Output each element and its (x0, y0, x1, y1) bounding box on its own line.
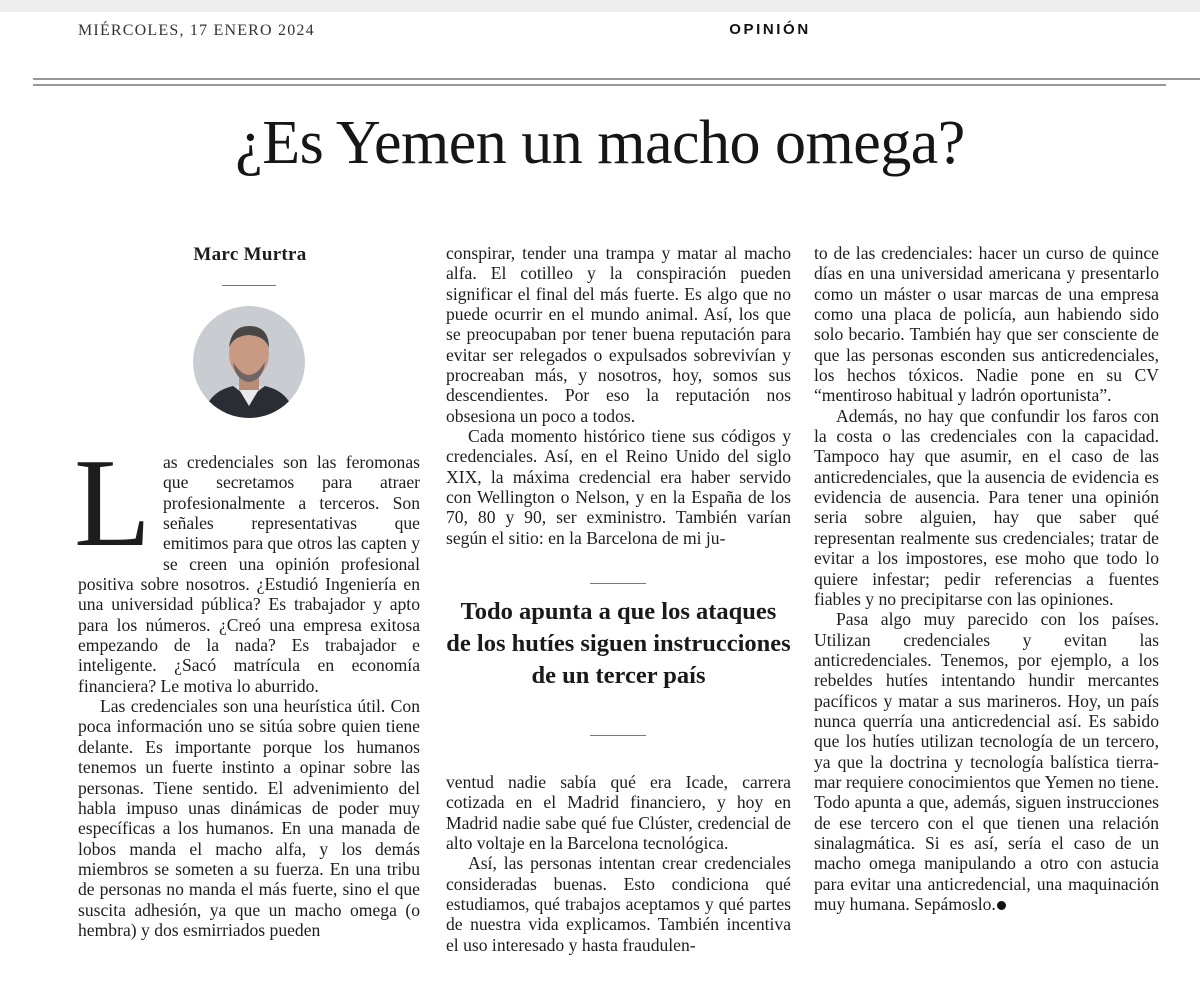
paragraph-text: Pasa algo muy parecido con los países. Utilizan credenciales y evitan las anticredenciales. Tenemos, por ejemplo, a los rebeldes hutíes intentando hundir mercantes pacíficos y matar a sus marineros. Hoy, un país nunca querría una anticredencial así. Es sabido que los hutíes utilizan tecnología de un tercero, ya que la doctrina y tecnología balística tierra-mar requiere conocimientos que Yemen no tiene. Todo apunta a que, además, siguen instrucciones de ese tercero con el que tienen una relación sinalagmática. Si es así, sería el caso de un macho omega manipulando a otro con astucia para evitar una anticredencial, una maquinación muy humana. Sepámoslo. (814, 609, 1159, 914)
pull-quote-rule (590, 735, 646, 736)
end-mark-icon (997, 901, 1006, 910)
paragraph: Así, las personas intentan crear credenciales consideradas buenas. Esto condiciona qué estudiamos, qué trabajos aceptamos y qué partes de nuestra vida explicamos. También incentiva el uso interesado y hasta fraudulen- (446, 853, 791, 955)
section-label: OPINIÓN (729, 21, 811, 38)
paragraph-text: as credenciales son las feromonas que secretamos para atraer profesionalmente a terceros. Son señales representativas que emitimos para que otros las capten y se creen una opinión profesional positiva sobre nosotros. ¿Estudió Ingeniería en una universidad pública? Es trabajador y apto para los números. ¿Creó una empresa exitosa empezando de la nada? Es trabajador e inteligente. ¿Sacó matrícula en economía financiera? Le motiva lo aburrido. (78, 452, 420, 696)
paragraph: Además, no hay que confundir los faros con la costa o las credenciales con la capacidad. Tampoco hay que asumir, en el caso de las anticredenciales, que la ausencia de evidencia es evidencia de ausencia. Para tener una opinión seria sobre alguien, hay que saber qué representan realmente sus credenciales; tratar de evitar a los impostores, ese moho que todo lo quiere infestar; pedir referencias a fuentes fiables y no precipitarse con las opiniones. (814, 405, 1159, 609)
article-column-1 (74, 434, 420, 940)
paragraph: conspirar, tender una trampa y matar al macho alfa. El cotilleo y la conspiración pueden significar el final del más fuerte. Es algo que no puede ocurrir en el mundo animal. Así, los que se preocupaban por tener buena reputación para evitar ser relegados o expulsados sobrevivían y procreaban más, y nosotros, hoy, somos sus descendientes. Por eso la reputación nos obsesiona un poco a todos. (446, 243, 791, 426)
article-column-2-bottom (446, 772, 791, 955)
drop-cap: L (74, 434, 151, 573)
pull-quote-rule (590, 583, 646, 584)
header-rule (33, 78, 1200, 80)
header-rule (33, 84, 1166, 86)
author-photo (193, 306, 305, 418)
pull-quote: Todo apunta a que los ataques de los hutíes siguen instrucciones de un tercer país (446, 598, 791, 689)
headline: ¿Es Yemen un macho omega? (235, 109, 965, 177)
divider (222, 285, 276, 286)
publication-date: MIÉRCOLES, 17 ENERO 2024 (78, 22, 315, 39)
paragraph (74, 434, 420, 696)
paragraph: to de las credenciales: hacer un curso de quince días en una universidad americana y presentarlo como un máster o usar marcas de una empresa como una placa de policía, aun habiendo sido solo becario. También hay que ser consciente de que las personas esconden sus anticredenciales, los hechos tóxicos. Nadie pone en su CV “mentiroso habitual y ladrón oportunista”. (814, 243, 1159, 406)
paragraph: ventud nadie sabía qué era Icade, carrera cotizada en el Madrid financiero, y hoy en Madrid nadie sabe qué fue Clúster, credencial de alto voltaje en la Barcelona tecnológica. (446, 772, 791, 854)
paragraph: Las credenciales son una heurística útil. Con poca información uno se sitúa sobre quien tiene delante. Es importante porque los humanos tenemos un fuerte instinto a opinar sobre las personas. Tiene sentido. El advenimiento del habla impuso unas dinámicas de poder muy específicas a los humanos. En una manada de lobos manda el macho alfa, y los demás miembros se someten a su fuerza. En una tribu de personas no manda el más fuerte, sino el que suscita adhesión, ya que un macho omega (o hembra) y dos esmirriados pueden (78, 696, 420, 940)
article-column-2-top (446, 243, 791, 548)
paragraph: Cada momento histórico tiene sus códigos y credenciales. Así, en el Reino Unido del siglo XIX, la máxima credencial era haber servido con Wellington o Nelson, y en la España de los 70, 80 y 90, ser exministro. También varían según el sitio: en la Barcelona de mi ju- (446, 426, 791, 548)
article-column-3 (814, 243, 1159, 914)
paragraph (814, 609, 1159, 914)
author-name: Marc Murtra (193, 244, 307, 265)
top-bar (0, 0, 1200, 12)
